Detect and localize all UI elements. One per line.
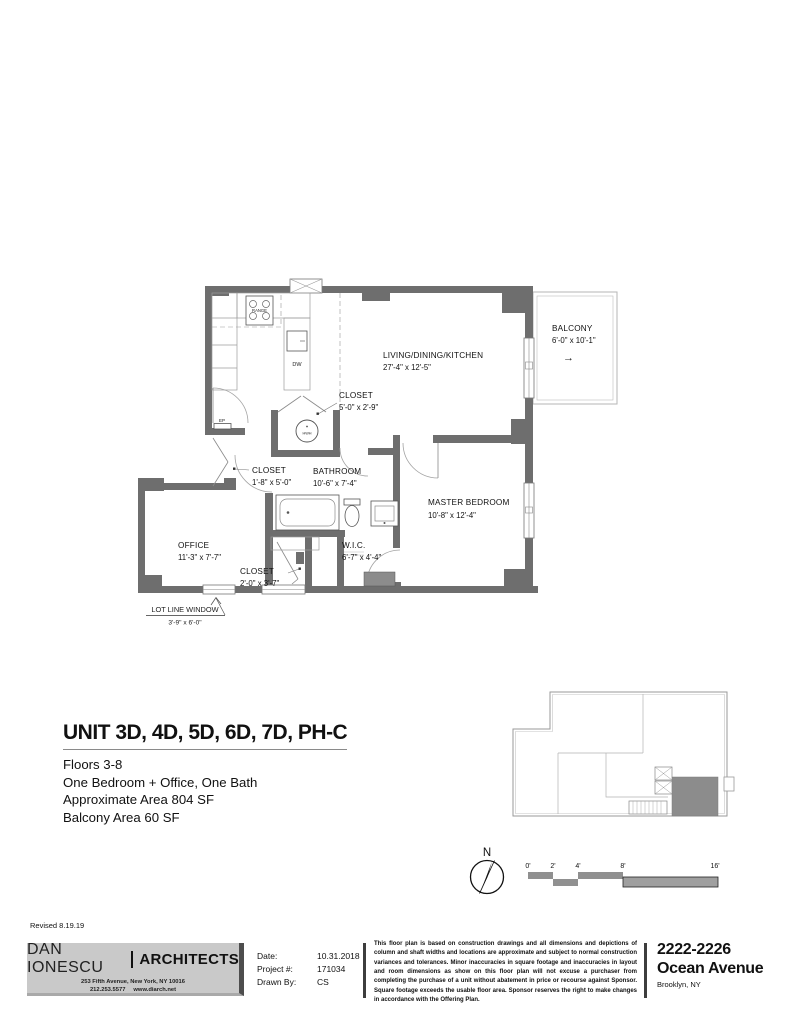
- lot-line-window-label: LOT LINE WINDOW: [151, 605, 219, 614]
- footer-divider-1: [363, 943, 366, 998]
- hwh-label: HWH: [302, 431, 312, 436]
- unit-layout: One Bedroom + Office, One Bath: [63, 774, 258, 790]
- lot-line-window: [203, 585, 235, 594]
- room-label-living: LIVING/DINING/KITCHEN: [383, 351, 484, 360]
- sink-vanity: [371, 501, 398, 526]
- scale-tick-4: 4': [575, 863, 581, 870]
- plan-leaders: [233, 403, 337, 573]
- architect-logo-box: [27, 943, 244, 996]
- dishwasher: [287, 331, 307, 368]
- building-address-line1: 2222-2226: [657, 941, 731, 958]
- project-label: Project #:: [257, 964, 293, 974]
- balcony-door-window: [524, 338, 534, 398]
- scale-tick-16: 16': [710, 863, 720, 870]
- firm-phone: 212.253.5577: [89, 987, 126, 993]
- room-label-balcony: BALCONY: [552, 324, 593, 333]
- room-label-closet-hwh: CLOSET: [339, 391, 373, 400]
- firm-divider-bar: [131, 951, 134, 968]
- balcony-outline: [533, 292, 617, 404]
- electrical-panel: [214, 418, 231, 429]
- legal-disclaimer: This floor plan is based on construction drawings and all dimensions and depictions of column and shaft widths and locations are approximate and subject to normal construction variances and tolerances. Minor inaccuracies in square footage and inaccuracies in layout and room dimensions as show on this floor plan will not excuse a purchaser from completing the purchase of a unit without abatement in price or recourse against Sponsor. Square footage exceeds the usable floor area. Sponsor reserves the right to make changes in accordance with the Offering Plan.: [374, 941, 637, 1004]
- kitchen-window: [290, 279, 322, 293]
- unit-floors: Floors 3-8: [63, 757, 123, 772]
- drawn-by-value: CS: [317, 977, 329, 987]
- room-label-closet-office: CLOSET: [240, 567, 274, 576]
- dw-label: DW: [292, 362, 302, 368]
- project-value: 171034: [317, 964, 346, 974]
- firm-address: 253 Fifth Avenue, New York, NY 10016: [81, 979, 185, 986]
- building-address-line2: Ocean Avenue: [657, 960, 764, 977]
- drawn-by-label: Drawn By:: [257, 977, 297, 987]
- lot-line-window-callout: [146, 598, 225, 627]
- unit-area: Approximate Area 804 SF: [63, 792, 215, 808]
- revision-note: Revised 8.19.19: [30, 921, 85, 930]
- building-address-city: Brooklyn, NY: [657, 980, 701, 989]
- north-compass: [471, 847, 504, 894]
- room-dims-bathroom: 10'-6" x 7'-4": [313, 479, 357, 488]
- firm-name-left: DAN IONESCU: [27, 941, 104, 977]
- project-info-block: [257, 950, 360, 989]
- date-label: Date:: [257, 951, 278, 961]
- bathtub: [276, 495, 339, 530]
- room-dims-balcony: 6'-0" x 10'-1": [552, 336, 596, 345]
- scale-tick-8: 8': [620, 863, 626, 870]
- unit-info-block: [63, 721, 347, 826]
- scale-bar: [525, 863, 719, 887]
- kitchen-counters: [212, 293, 340, 410]
- room-dims-wic: 6'-7" x 4'-4": [342, 553, 382, 562]
- scale-tick-2: 2': [550, 863, 556, 870]
- toilet: [344, 499, 360, 527]
- water-heater: [296, 420, 318, 442]
- room-label-office: OFFICE: [178, 541, 210, 550]
- firm-name-right: ARCHITECTS: [139, 950, 239, 968]
- unit-balcony-area: Balcony Area 60 SF: [63, 809, 180, 825]
- balcony-arrow: →: [563, 352, 574, 364]
- unit-title: UNIT 3D, 4D, 5D, 6D, 7D, PH-C: [63, 721, 347, 750]
- room-label-wic: W.I.C.: [342, 541, 366, 550]
- room-dims-master-bedroom: 10'-8" x 12'-4": [428, 511, 476, 520]
- scale-tick-0: 0': [525, 863, 531, 870]
- room-dims-closet-hwh: 5'-0" x 2'-9": [339, 403, 379, 412]
- key-plan: [513, 692, 734, 816]
- key-plan-balcony-tab: [724, 777, 734, 791]
- key-plan-unit-highlight: [672, 777, 718, 816]
- key-plan-stairs: [629, 801, 667, 814]
- room-label-closet-entry: CLOSET: [252, 466, 286, 475]
- date-value: 10.31.2018: [317, 951, 360, 961]
- range: [246, 296, 273, 325]
- room-dims-office: 11'-3" x 7'-7": [178, 553, 222, 562]
- footer-divider-2: [644, 943, 647, 998]
- room-label-master-bedroom: MASTER BEDROOM: [428, 498, 510, 507]
- room-dims-living: 27'-4" x 12'-5": [383, 363, 431, 372]
- master-bedroom-window: [524, 483, 534, 538]
- building-address-block: [657, 940, 763, 989]
- lot-line-window-dims: 3'-9" x 6'-0": [168, 619, 202, 627]
- room-label-bathroom: BATHROOM: [313, 467, 362, 476]
- range-label: RANGE: [252, 308, 267, 313]
- room-dims-closet-office: 2'-0" x 3'-7": [240, 579, 280, 588]
- firm-website: www.diarch.net: [133, 987, 177, 993]
- north-label: N: [482, 847, 492, 859]
- room-dims-closet-entry: 1'-8" x 5'-0": [252, 478, 292, 487]
- ep-label: EP: [218, 418, 226, 423]
- floor-plan: [138, 279, 617, 627]
